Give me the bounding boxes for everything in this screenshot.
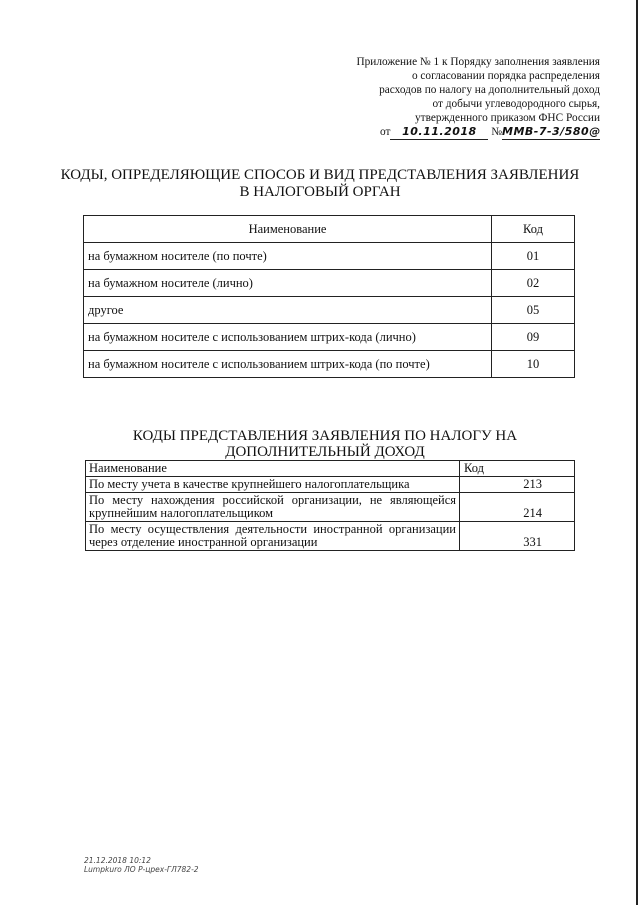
row-name: на бумажном носителе с использованием штрих-кода (по почте) bbox=[84, 351, 492, 378]
approval-line: расходов по налогу на дополнительный доход bbox=[379, 84, 600, 96]
column-header-name: Наименование bbox=[86, 461, 460, 477]
approval-block bbox=[300, 55, 600, 140]
table-row bbox=[86, 477, 575, 493]
row-code: 214 bbox=[460, 493, 575, 522]
order-number: ММВ-7-3/580@ bbox=[502, 125, 601, 138]
section2-title-line: ДОПОЛНИТЕЛЬНЫЙ ДОХОД bbox=[225, 444, 425, 460]
order-date: 10.11.2018 bbox=[402, 125, 477, 138]
submission-method-table bbox=[83, 215, 575, 378]
table-row bbox=[84, 297, 575, 324]
row-code: 05 bbox=[492, 297, 575, 324]
row-name: По месту осуществления деятельности иностранной организации через отделение иностранной организации bbox=[86, 522, 460, 551]
table-row bbox=[86, 493, 575, 522]
section1-title bbox=[60, 167, 580, 201]
row-name: на бумажном носителе с использованием штрих-кода (лично) bbox=[84, 324, 492, 351]
order-prefix: от bbox=[379, 126, 391, 138]
table-row bbox=[84, 270, 575, 297]
row-name: другое bbox=[84, 297, 492, 324]
section2-title bbox=[80, 428, 570, 460]
order-line bbox=[300, 125, 600, 140]
approval-line: о согласовании порядка распределения bbox=[411, 70, 600, 82]
table-header-row bbox=[86, 461, 575, 477]
row-code: 02 bbox=[492, 270, 575, 297]
row-code: 01 bbox=[492, 243, 575, 270]
row-name: на бумажном носителе (по почте) bbox=[84, 243, 492, 270]
column-header-code: Код bbox=[460, 461, 575, 477]
approval-line: от добычи углеводородного сырья, bbox=[432, 98, 600, 110]
row-code: 331 bbox=[460, 522, 575, 551]
footer-file-path: Lumpkuro ЛО Р-црех-ГЛ782-2 bbox=[84, 865, 199, 874]
row-code: 09 bbox=[492, 324, 575, 351]
row-name: По месту учета в качестве крупнейшего налогоплательщика bbox=[86, 477, 460, 493]
section2-title-line: КОДЫ ПРЕДСТАВЛЕНИЯ ЗАЯВЛЕНИЯ ПО НАЛОГУ НА bbox=[132, 428, 518, 444]
approval-line: утвержденного приказом ФНС России bbox=[414, 112, 600, 124]
column-header-code: Код bbox=[492, 216, 575, 243]
table-row bbox=[84, 324, 575, 351]
row-code: 10 bbox=[492, 351, 575, 378]
column-header-name: Наименование bbox=[84, 216, 492, 243]
table-row bbox=[84, 243, 575, 270]
row-name: По месту нахождения российской организации, не являющейся крупнейшим налогоплательщиком bbox=[86, 493, 460, 522]
section1-title-line: КОДЫ, ОПРЕДЕЛЯЮЩИЕ СПОСОБ И ВИД ПРЕДСТАВЛЕНИЯ ЗАЯВЛЕНИЯ bbox=[60, 167, 580, 183]
table-row bbox=[84, 351, 575, 378]
submission-place-table bbox=[85, 460, 575, 551]
footer-timestamp: 21.12.2018 10:12 bbox=[84, 856, 151, 865]
row-name: на бумажном носителе (лично) bbox=[84, 270, 492, 297]
section1-title-line: В НАЛОГОВЫЙ ОРГАН bbox=[239, 184, 401, 200]
row-code: 213 bbox=[460, 477, 575, 493]
order-number-label: № bbox=[491, 126, 502, 138]
approval-line: Приложение № 1 к Порядку заполнения заявления bbox=[356, 56, 600, 68]
table-row bbox=[86, 522, 575, 551]
table-header-row bbox=[84, 216, 575, 243]
page-edge bbox=[636, 0, 638, 905]
print-footer bbox=[84, 856, 199, 874]
